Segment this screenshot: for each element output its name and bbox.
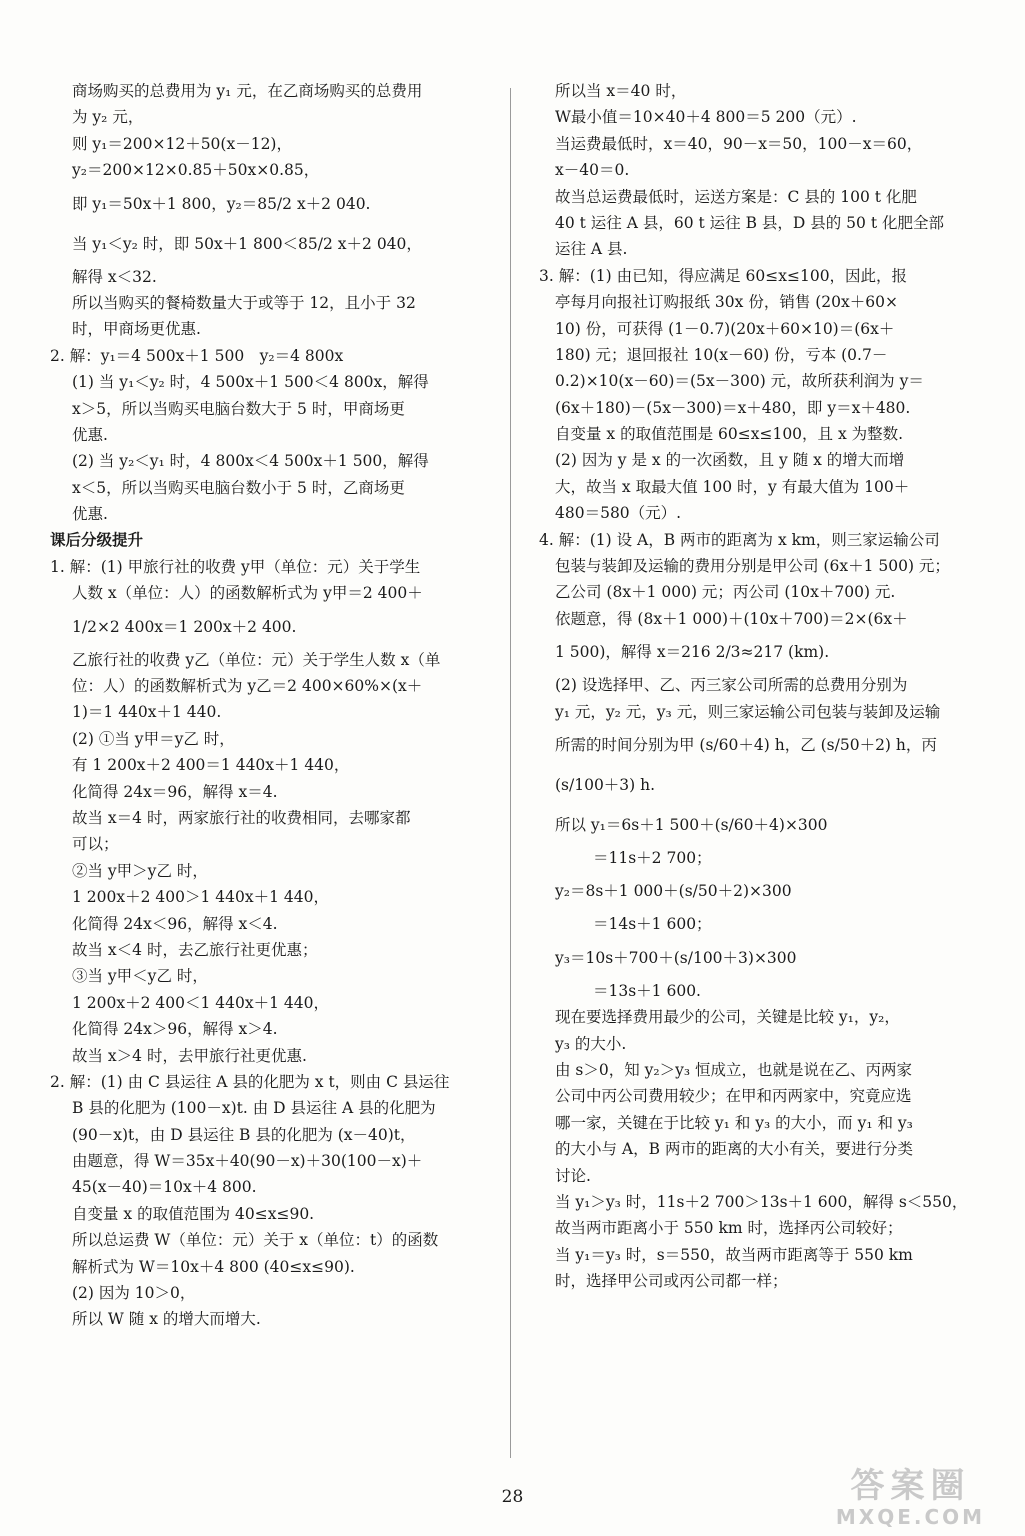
text-line: 解得 x＜32.: [72, 267, 157, 286]
right-column: [539, 78, 990, 1294]
text-line: 2. 解：(1) 由 C 县运往 A 县的化肥为 x t，则由 C 县运往: [50, 1072, 450, 1091]
text-line: 10) 份，可获得 (1－0.7)(20x＋60×10)＝(6x＋: [555, 319, 895, 338]
text-line: 由 s＞0，知 y₂＞y₃ 恒成立，也就是说在乙、丙两家: [555, 1060, 913, 1079]
text-line: 所需的时间分别为甲 (s/60＋4) h，乙 (s/50＋2) h，丙: [555, 735, 937, 754]
text-line: 化简得 24x＞96，解得 x＞4.: [72, 1020, 278, 1039]
text-line: 40 t 运往 A 县，60 t 运往 B 县，D 县的 50 t 化肥全部: [555, 213, 944, 232]
text-line: 为 y₂ 元，: [72, 108, 144, 127]
text-line: 化简得 24x＜96，解得 x＜4.: [72, 914, 278, 933]
text-line: 依题意，得 (8x＋1 000)＋(10x＋700)＝2×(6x＋: [555, 609, 908, 628]
text-line: (2) 设选择甲、乙、丙三家公司所需的总费用分别为: [555, 676, 908, 695]
text-line: 45(x－40)＝10x＋4 800.: [72, 1178, 257, 1197]
text-line: 即 y₁＝50x＋1 800，y₂＝85/2 x＋2 040.: [72, 194, 371, 213]
text-line: 化简得 24x＝96，解得 x＝4.: [72, 782, 278, 801]
text-line: 故当 x＞4 时，去甲旅行社更优惠.: [72, 1046, 307, 1065]
text-line: 1 500)，解得 x＝216 2/3≈217 (km).: [555, 643, 830, 662]
text-line: 0.2)×10(x－60)＝(5x－300) 元，故所获利润为 y＝: [555, 372, 924, 391]
text-line: 公司中丙公司费用较少；在甲和丙两家中，究竟应选: [555, 1087, 912, 1106]
text-line: 当运费最低时，x＝40，90－x＝50，100－x＝60，: [555, 134, 923, 153]
text-line: 480＝580（元）.: [555, 504, 682, 523]
text-line: 当 y₁＜y₂ 时，即 50x＋1 800＜85/2 x＋2 040，: [72, 234, 422, 253]
text-line: 所以当购买的餐椅数量大于或等于 12，且小于 32: [72, 293, 416, 312]
text-line: (90－x)t，由 D 县运往 B 县的化肥为 (x－40)t，: [72, 1125, 416, 1144]
text-line: 4. 解：(1) 设 A，B 两市的距离为 x km，则三家运输公司: [539, 530, 940, 549]
text-line: y₂＝200×12×0.85＋50x×0.85，: [72, 161, 320, 180]
text-line: 乙公司 (8x＋1 000) 元；丙公司 (10x＋700) 元.: [555, 583, 896, 602]
text-line: 解析式为 W＝10x＋4 800 (40≤x≤90).: [72, 1257, 355, 1276]
watermark-logo: [808, 1466, 1013, 1532]
text-line: 1)＝1 440x＋1 440.: [72, 703, 222, 722]
text-line: 优惠.: [72, 505, 108, 524]
text-line: 当 y₁＝y₃ 时，s＝550，故当两市距离等于 550 km: [555, 1245, 913, 1264]
text-line: 时，甲商场更优惠.: [72, 320, 201, 339]
text-line: 1/2×2 400x＝1 200x＋2 400.: [72, 617, 297, 636]
text-line: y₁ 元，y₂ 元，y₃ 元，则三家运输公司包装与装卸及运输: [555, 702, 941, 721]
text-line: W最小值＝10×40＋4 800＝5 200（元）.: [555, 108, 857, 127]
text-line: 人数 x（单位：人）的函数解析式为 y甲＝2 400＋: [72, 584, 423, 603]
text-line: ＝14s＋1 600；: [593, 915, 712, 934]
text-line: 故当两市距离小于 550 km 时，选择丙公司较好；: [555, 1219, 903, 1238]
text-line: 有 1 200x＋2 400＝1 440x＋1 440，: [72, 756, 350, 775]
text-line: ＝11s＋2 700；: [593, 848, 712, 867]
text-line: 故当总运费最低时，运送方案是：C 县的 100 t 化肥: [555, 187, 917, 206]
text-line: (2) 因为 10＞0，: [72, 1284, 196, 1303]
text-line: 当 y₁＞y₃ 时，11s＋2 700＞13s＋1 600，解得 s＜550，: [555, 1192, 968, 1211]
text-line: 故当 x＝4 时，两家旅行社的收费相同，去哪家都: [72, 808, 411, 827]
text-line: 的大小与 A，B 两市的距离的大小有关，要进行分类: [555, 1140, 913, 1159]
text-line: 运往 A 县.: [555, 240, 628, 259]
text-line: y₂＝8s＋1 000＋(s/50＋2)×300: [555, 882, 792, 901]
text-line: x－40＝0.: [555, 161, 630, 180]
text-line: 现在要选择费用最少的公司，关键是比较 y₁，y₂，: [555, 1008, 900, 1027]
text-line: 2. 解：y₁＝4 500x＋1 500 y₂＝4 800x: [50, 346, 344, 365]
text-line: 所以 y₁＝6s＋1 500＋(s/60＋4)×300: [555, 815, 828, 834]
column-divider: [510, 88, 511, 1458]
text-line: 时，选择甲公司或丙公司都一样；: [555, 1272, 788, 1291]
text-line: ②当 y甲＞y乙 时，: [72, 861, 208, 880]
text-line: 包装与装卸及运输的费用分别是甲公司 (6x＋1 500) 元；: [555, 557, 950, 576]
watermark-text: 答案圈: [850, 1466, 971, 1506]
text-line: (s/100＋3) h.: [555, 775, 656, 794]
text-line: (6x＋180)－(5x－300)＝x＋480，即 y＝x＋480.: [555, 398, 911, 417]
text-line: 1 200x＋2 400＞1 440x＋1 440，: [72, 888, 329, 907]
text-line: 由题意，得 W＝35x＋40(90－x)＋30(100－x)＋: [72, 1152, 423, 1171]
text-line: x＜5，所以当购买电脑台数小于 5 时，乙商场更: [72, 478, 405, 497]
text-line: 故当 x＜4 时，去乙旅行社更优惠；: [72, 940, 318, 959]
text-line: 所以总运费 W（单位：元）关于 x（单位：t）的函数: [72, 1231, 439, 1250]
text-line: (2) ①当 y甲＝y乙 时，: [72, 729, 235, 748]
text-line: 1. 解：(1) 甲旅行社的收费 y甲（单位：元）关于学生: [50, 557, 421, 576]
page-number: 28: [501, 1487, 524, 1507]
text-line: 则 y₁＝200×12＋50(x－12)，: [72, 134, 292, 153]
text-line: 位：人）的函数解析式为 y乙＝2 400×60%×(x＋: [72, 677, 423, 696]
text-line: 180) 元；退回报社 10(x－60) 份，亏本 (0.7－: [555, 345, 888, 364]
text-line: (2) 因为 y 是 x 的一次函数，且 y 随 x 的增大而增: [555, 451, 905, 470]
text-line: 自变量 x 的取值范围为 40≤x≤90.: [72, 1204, 315, 1223]
text-line: x＞5，所以当购买电脑台数大于 5 时，甲商场更: [72, 399, 405, 418]
text-line: ＝13s＋1 600.: [593, 981, 701, 1000]
text-line: 自变量 x 的取值范围是 60≤x≤100，且 x 为整数.: [555, 425, 904, 444]
text-line: 亭每月向报社订购报纸 30x 份，销售 (20x＋60×: [555, 293, 898, 312]
text-line: 讨论.: [555, 1166, 591, 1185]
text-line: 所以 W 随 x 的增大而增大.: [72, 1310, 261, 1329]
text-line: 大，故当 x 取最大值 100 时，y 有最大值为 100＋: [555, 477, 910, 496]
section-heading: 课后分级提升: [50, 531, 144, 550]
text-line: 所以当 x＝40 时，: [555, 82, 687, 100]
text-line: 哪一家，关键在于比较 y₁ 和 y₃ 的大小，而 y₁ 和 y₃: [555, 1113, 913, 1132]
text-line: 3. 解：(1) 由已知，得应满足 60≤x≤100，因此，报: [539, 266, 908, 285]
text-line: (2) 当 y₂＜y₁ 时，4 800x＜4 500x＋1 500，解得: [72, 452, 429, 471]
left-column: [50, 78, 490, 1333]
text-line: 优惠.: [72, 425, 108, 444]
text-line: 1 200x＋2 400＜1 440x＋1 440，: [72, 993, 329, 1012]
text-line: B 县的化肥为 (100－x)t. 由 D 县运往 A 县的化肥为: [72, 1099, 436, 1118]
text-line: 可以；: [72, 835, 119, 854]
text-line: (1) 当 y₁＜y₂ 时，4 500x＋1 500＜4 800x，解得: [72, 373, 429, 392]
text-line: y₃＝10s＋700＋(s/100＋3)×300: [555, 948, 797, 967]
watermark-url: MXQE.COM: [835, 1505, 986, 1529]
text-line: 商场购买的总费用为 y₁ 元，在乙商场购买的总费用: [72, 82, 423, 100]
text-line: 乙旅行社的收费 y乙（单位：元）关于学生人数 x（单: [72, 650, 441, 669]
text-line: ③当 y甲＜y乙 时，: [72, 967, 208, 986]
text-line: y₃ 的大小.: [555, 1034, 627, 1053]
